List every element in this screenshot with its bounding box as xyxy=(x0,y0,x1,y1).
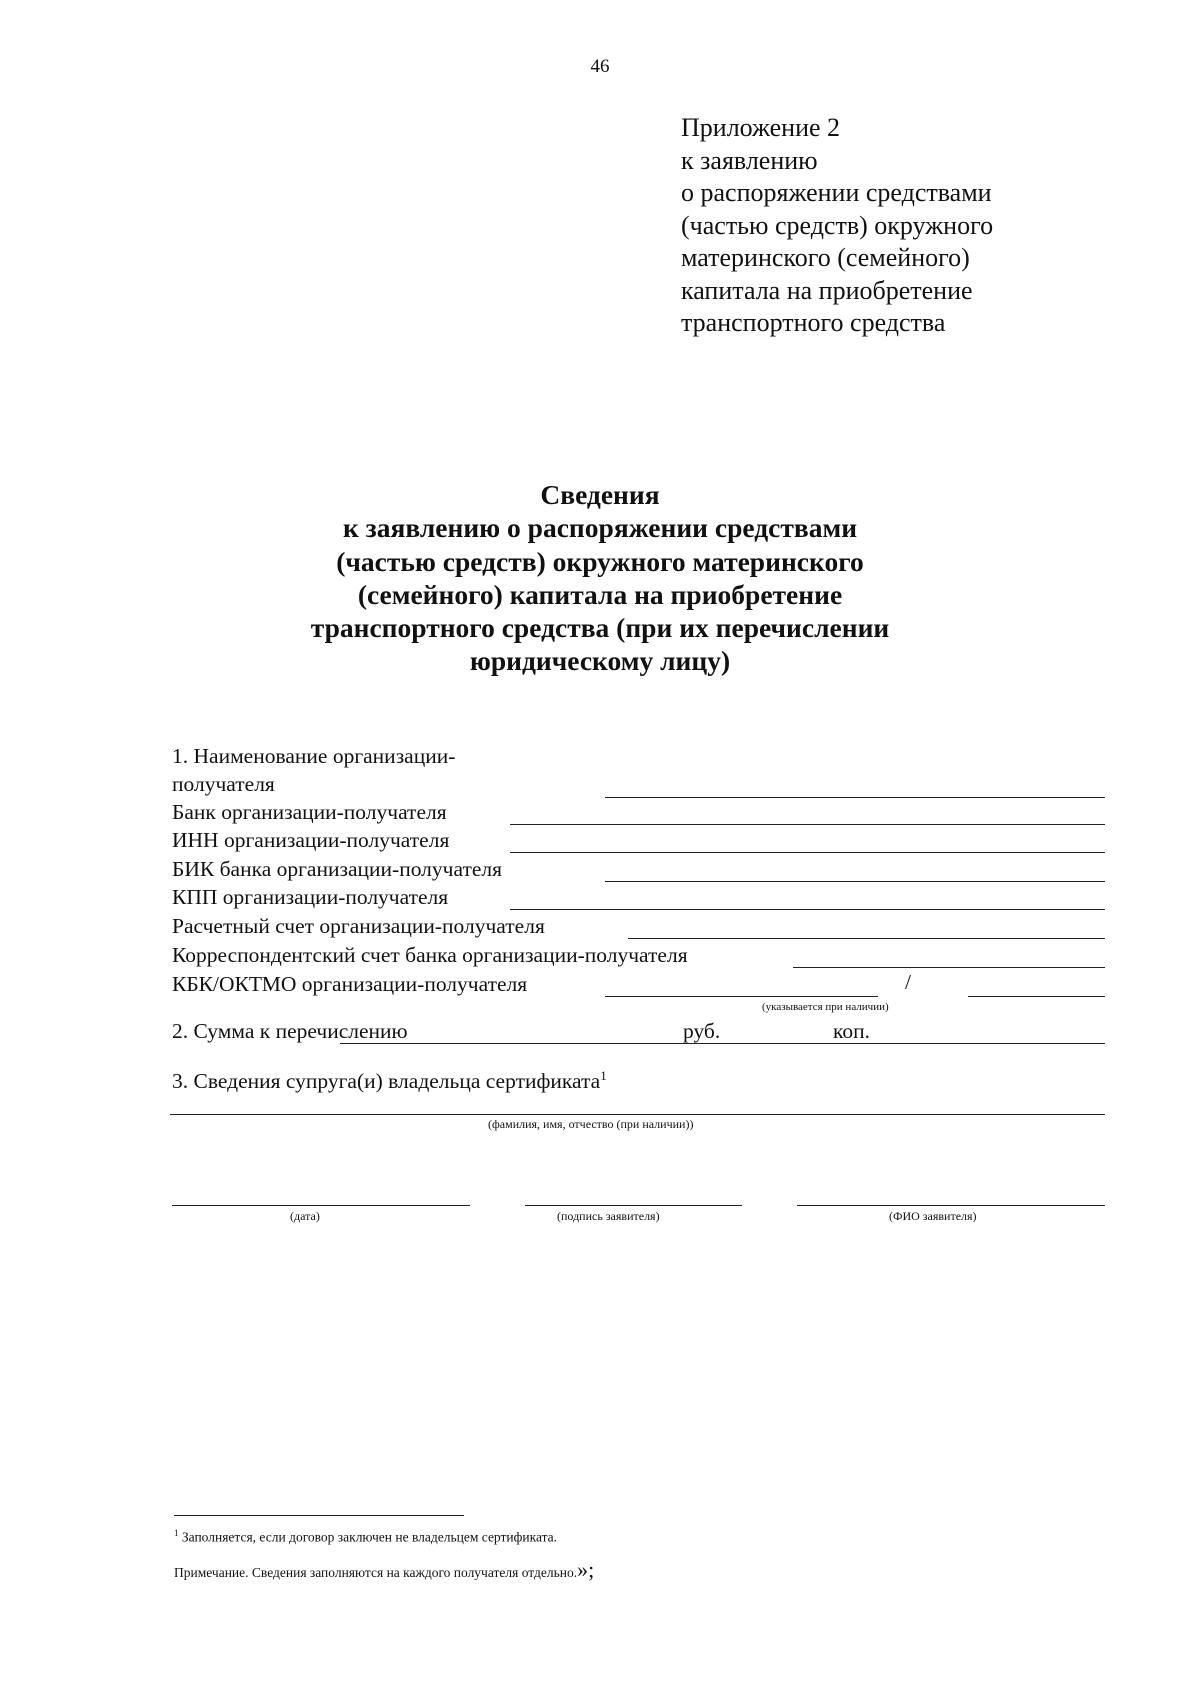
appendix-line: Приложение 2 xyxy=(681,113,841,142)
document-title xyxy=(250,478,950,678)
account-field[interactable] xyxy=(628,938,1105,939)
appendix-line: транспортного средства xyxy=(681,308,946,337)
footnote-separator xyxy=(174,1515,464,1516)
appendix-line: материнского (семейного) xyxy=(681,243,970,272)
title-line: (семейного) капитала на приобретение xyxy=(357,578,843,610)
footnote-1-text: Заполняется, если договор заключен не владельцем сертификата. xyxy=(181,1529,558,1545)
corr-account-label: Корреспондентский счет банка организации-получателя xyxy=(172,943,688,967)
kbk-oktmo-label: КБК/ОКТМО организации-получателя xyxy=(172,972,528,996)
org-name-label-line2: получателя xyxy=(172,772,275,796)
inn-label: ИНН организации-получателя xyxy=(172,828,450,852)
org-name-label-line1: 1. Наименование организации- xyxy=(172,744,456,768)
date-hint: (дата) xyxy=(290,1209,320,1223)
rub-label: руб. xyxy=(683,1019,721,1043)
title-line: Сведения xyxy=(540,479,660,510)
footnote-1 xyxy=(174,1528,557,1546)
sum-label: 2. Сумма к перечислению xyxy=(172,1019,408,1043)
bik-label: БИК банка организации-получателя xyxy=(172,857,503,881)
note-text: Примечание. Сведения заполняются на каждого получателя отдельно. xyxy=(174,1565,578,1580)
corr-account-field[interactable] xyxy=(793,967,1105,968)
kpp-field[interactable] xyxy=(510,909,1105,910)
signature-hint: (подпись заявителя) xyxy=(557,1209,660,1223)
spouse-info-text: 3. Сведения супруга(и) владельца сертификата xyxy=(172,1069,601,1094)
appendix-line: (частью средств) окружного xyxy=(681,210,994,240)
org-name-field[interactable] xyxy=(605,797,1105,798)
fio-hint: (фамилия, имя, отчество (при наличии)) xyxy=(488,1117,694,1131)
applicant-fio-field[interactable] xyxy=(797,1205,1105,1206)
sum-field[interactable] xyxy=(340,1043,1105,1044)
appendix-heading xyxy=(681,112,993,340)
title-line: транспортного средства (при их перечислении xyxy=(310,612,890,644)
bik-field[interactable] xyxy=(605,881,1105,882)
closing-quote: »; xyxy=(577,1557,595,1582)
kbk-separator: / xyxy=(905,970,911,994)
appendix-line: к заявлению xyxy=(681,145,818,175)
bank-label: Банк организации-получателя xyxy=(172,800,447,824)
title-line: к заявлению о распоряжении средствами xyxy=(342,512,858,544)
bank-field[interactable] xyxy=(510,824,1105,825)
oktmo-field[interactable] xyxy=(968,996,1105,997)
kop-label: коп. xyxy=(833,1019,870,1043)
spouse-fio-field[interactable] xyxy=(170,1114,1105,1115)
kbk-hint: (указывается при наличии) xyxy=(762,1001,889,1013)
page-number: 46 xyxy=(590,56,610,77)
title-line: юридическому лицу) xyxy=(469,645,731,677)
appendix-line: капитала на приобретение xyxy=(681,275,973,305)
note xyxy=(174,1557,594,1583)
footnote-ref: 1 xyxy=(600,1068,607,1083)
spouse-info-label xyxy=(172,1063,607,1094)
appendix-line: о распоряжении средствами xyxy=(681,178,992,207)
date-field[interactable] xyxy=(172,1205,470,1206)
applicant-fio-hint: (ФИО заявителя) xyxy=(889,1209,977,1223)
title-line: (частью средств) окружного материнского xyxy=(336,545,864,577)
footnote-mark: 1 xyxy=(174,1528,179,1538)
kbk-field[interactable] xyxy=(605,996,878,997)
signature-field[interactable] xyxy=(525,1205,742,1206)
inn-field[interactable] xyxy=(510,852,1105,853)
account-label: Расчетный счет организации-получателя xyxy=(172,914,545,938)
kpp-label: КПП организации-получателя xyxy=(172,885,449,909)
